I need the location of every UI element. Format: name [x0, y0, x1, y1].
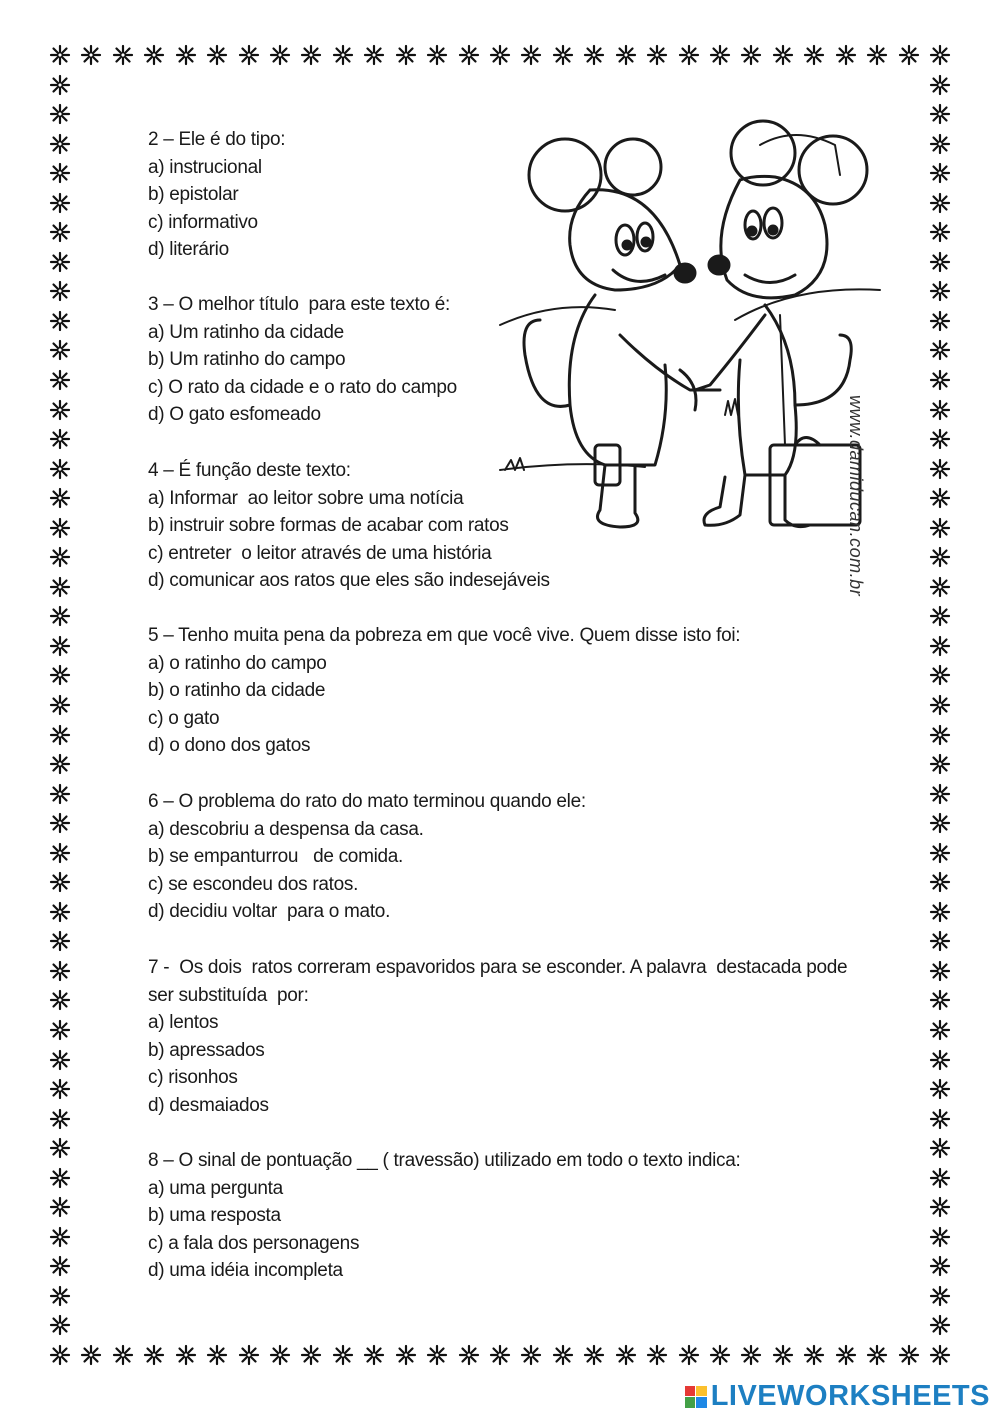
star-border-icon — [49, 783, 71, 805]
question-prompt: 4 – É função deste texto: — [148, 460, 351, 481]
question-5 — [148, 622, 740, 760]
star-border-icon — [238, 1344, 260, 1366]
star-border-icon — [49, 1196, 71, 1218]
star-border-icon — [49, 635, 71, 657]
star-border-icon — [929, 694, 951, 716]
star-border-icon — [929, 546, 951, 568]
star-border-icon — [929, 605, 951, 627]
question-prompt: 2 – Ele é do tipo: — [148, 129, 286, 150]
option-b[interactable]: b) o ratinho da cidade — [148, 680, 326, 702]
option-b[interactable]: b) epistolar — [148, 184, 239, 206]
option-d[interactable]: d) o dono dos gatos — [148, 735, 311, 757]
star-border-icon — [49, 192, 71, 214]
star-border-icon — [929, 930, 951, 952]
star-border-icon — [269, 1344, 291, 1366]
star-border-icon — [49, 930, 71, 952]
star-border-icon — [929, 960, 951, 982]
star-border-icon — [929, 664, 951, 686]
star-border-icon — [803, 44, 825, 66]
star-border-icon — [332, 1344, 354, 1366]
liveworksheets-badge-icon — [685, 1386, 707, 1408]
star-border-icon — [49, 1108, 71, 1130]
star-border-icon — [112, 44, 134, 66]
star-border-icon — [49, 339, 71, 361]
star-border-icon — [520, 44, 542, 66]
option-c[interactable]: c) a fala dos personagens — [148, 1232, 360, 1254]
option-c[interactable]: c) risonhos — [148, 1067, 238, 1089]
option-d[interactable]: d) decidiu voltar para o mato. — [148, 901, 391, 923]
star-border-icon — [898, 1344, 920, 1366]
star-border-icon — [300, 44, 322, 66]
star-border-icon — [929, 842, 951, 864]
star-border-icon — [395, 1344, 417, 1366]
star-border-icon — [929, 1226, 951, 1248]
star-border-icon — [615, 1344, 637, 1366]
question-prompt: 6 – O problema do rato do mato terminou quando ele: — [148, 791, 586, 812]
star-border-icon — [929, 44, 951, 66]
star-border-icon — [49, 310, 71, 332]
star-border-icon — [929, 339, 951, 361]
question-prompt: 7 - Os dois ratos correram espavoridos para se esconder. A palavra destacada pode — [148, 957, 848, 978]
star-border-icon — [238, 44, 260, 66]
star-border-icon — [929, 901, 951, 923]
star-border-icon — [49, 812, 71, 834]
star-border-icon — [866, 44, 888, 66]
star-border-icon — [49, 162, 71, 184]
question-3 — [148, 291, 457, 429]
star-border-icon — [898, 44, 920, 66]
star-border-icon — [143, 44, 165, 66]
star-border-icon — [49, 605, 71, 627]
liveworksheets-logo[interactable] — [685, 1380, 990, 1413]
star-border-icon — [332, 44, 354, 66]
star-border-icon — [929, 1078, 951, 1100]
star-border-icon — [112, 1344, 134, 1366]
question-prompt: 5 – Tenho muita pena da pobreza em que você vive. Quem disse isto foi: — [148, 625, 741, 646]
question-prompt: 3 – O melhor título para este texto é: — [148, 294, 450, 315]
star-border-icon — [49, 842, 71, 864]
star-border-icon — [929, 310, 951, 332]
star-border-icon — [175, 44, 197, 66]
star-border-icon — [929, 1196, 951, 1218]
star-border-icon — [206, 44, 228, 66]
star-border-icon — [49, 724, 71, 746]
star-border-icon — [929, 399, 951, 421]
question-8 — [148, 1147, 741, 1285]
star-border-icon — [49, 1078, 71, 1100]
star-border-icon — [929, 1344, 951, 1366]
star-border-icon — [49, 517, 71, 539]
star-border-icon — [772, 44, 794, 66]
star-border-icon — [80, 44, 102, 66]
option-c[interactable]: c) O rato da cidade e o rato do campo — [148, 376, 457, 398]
star-border-icon — [929, 103, 951, 125]
star-border-icon — [929, 192, 951, 214]
star-border-icon — [49, 1344, 71, 1366]
option-a[interactable]: a) lentos — [148, 1012, 219, 1034]
star-border-icon — [929, 1167, 951, 1189]
star-border-icon — [426, 44, 448, 66]
star-border-icon — [395, 44, 417, 66]
star-border-icon — [458, 44, 480, 66]
option-d[interactable]: d) literário — [148, 239, 229, 261]
option-a[interactable]: a) Informar ao leitor sobre uma notícia — [148, 487, 464, 509]
option-c[interactable]: c) o gato — [148, 707, 220, 729]
star-border-icon — [49, 989, 71, 1011]
star-border-icon — [269, 44, 291, 66]
option-a[interactable]: a) o ratinho do campo — [148, 652, 327, 674]
question-7 — [148, 954, 847, 1120]
option-b[interactable]: b) instruir sobre formas de acabar com ratos — [148, 515, 509, 537]
star-border-icon — [803, 1344, 825, 1366]
star-border-icon — [49, 74, 71, 96]
option-a[interactable]: a) instrucional — [148, 156, 262, 178]
star-border-icon — [646, 1344, 668, 1366]
star-border-icon — [206, 1344, 228, 1366]
star-border-icon — [489, 1344, 511, 1366]
star-border-icon — [678, 44, 700, 66]
star-border-icon — [583, 1344, 605, 1366]
star-border-icon — [49, 1019, 71, 1041]
question-prompt-continued: ser substituída por: — [148, 984, 309, 1006]
star-border-icon — [929, 989, 951, 1011]
question-6 — [148, 788, 586, 926]
option-b[interactable]: b) apressados — [148, 1039, 265, 1061]
option-c[interactable]: c) informativo — [148, 211, 258, 233]
star-border-icon — [49, 753, 71, 775]
star-border-icon — [363, 44, 385, 66]
two-mice-handshake-illustration — [495, 115, 890, 555]
star-border-icon — [49, 1137, 71, 1159]
star-border-icon — [929, 487, 951, 509]
star-border-icon — [49, 694, 71, 716]
star-border-icon — [49, 1049, 71, 1071]
option-a[interactable]: a) Um ratinho da cidade — [148, 321, 344, 343]
star-border-icon — [740, 44, 762, 66]
option-a[interactable]: a) descobriu a despensa da casa. — [148, 818, 424, 840]
star-border-icon — [552, 44, 574, 66]
star-border-icon — [49, 221, 71, 243]
star-border-icon — [615, 44, 637, 66]
option-b[interactable]: b) Um ratinho do campo — [148, 349, 346, 371]
star-border-icon — [772, 1344, 794, 1366]
star-border-icon — [929, 74, 951, 96]
star-border-icon — [929, 162, 951, 184]
option-a[interactable]: a) uma pergunta — [148, 1177, 283, 1199]
star-border-icon — [929, 369, 951, 391]
star-border-icon — [929, 458, 951, 480]
star-border-icon — [363, 1344, 385, 1366]
star-border-icon — [709, 44, 731, 66]
star-border-icon — [426, 1344, 448, 1366]
star-border-icon — [300, 1344, 322, 1366]
star-border-icon — [80, 1344, 102, 1366]
star-border-icon — [49, 871, 71, 893]
star-border-icon — [49, 399, 71, 421]
star-border-icon — [678, 1344, 700, 1366]
star-border-icon — [929, 635, 951, 657]
star-border-icon — [49, 1285, 71, 1307]
star-border-icon — [49, 576, 71, 598]
star-border-icon — [929, 753, 951, 775]
star-border-icon — [929, 1049, 951, 1071]
star-border-icon — [929, 133, 951, 155]
star-border-icon — [929, 517, 951, 539]
star-border-icon — [929, 1285, 951, 1307]
star-border-icon — [49, 428, 71, 450]
star-border-icon — [175, 1344, 197, 1366]
liveworksheets-brand-text: LIVEWORKSHEETS — [710, 1380, 990, 1412]
star-border-icon — [929, 871, 951, 893]
star-border-icon — [646, 44, 668, 66]
option-d[interactable]: d) uma idéia incompleta — [148, 1260, 343, 1282]
question-2 — [148, 126, 285, 264]
option-c[interactable]: c) se escondeu dos ratos. — [148, 873, 359, 895]
question-prompt: 8 – O sinal de pontuação __ ( travessão) utilizado em todo o texto indica: — [148, 1150, 741, 1171]
star-border-icon — [49, 369, 71, 391]
option-b[interactable]: b) uma resposta — [148, 1205, 281, 1227]
star-border-icon — [929, 1137, 951, 1159]
star-border-icon — [49, 1226, 71, 1248]
illustration-watermark: www.damiducan.com.br — [846, 395, 866, 597]
star-border-icon — [49, 546, 71, 568]
star-border-icon — [49, 1314, 71, 1336]
star-border-icon — [929, 280, 951, 302]
star-border-icon — [929, 221, 951, 243]
star-border-icon — [929, 428, 951, 450]
star-border-icon — [143, 1344, 165, 1366]
star-border-icon — [583, 44, 605, 66]
star-border-icon — [49, 664, 71, 686]
star-border-icon — [49, 280, 71, 302]
question-4 — [148, 457, 550, 595]
star-border-icon — [49, 1255, 71, 1277]
star-border-icon — [929, 812, 951, 834]
star-border-icon — [866, 1344, 888, 1366]
star-border-icon — [49, 487, 71, 509]
star-border-icon — [49, 44, 71, 66]
star-border-icon — [458, 1344, 480, 1366]
star-border-icon — [929, 1255, 951, 1277]
star-border-icon — [49, 901, 71, 923]
star-border-icon — [929, 783, 951, 805]
star-border-icon — [49, 960, 71, 982]
star-border-icon — [49, 251, 71, 273]
star-border-icon — [49, 133, 71, 155]
star-border-icon — [49, 103, 71, 125]
star-border-icon — [929, 1108, 951, 1130]
option-b[interactable]: b) se empanturrou de comida. — [148, 846, 404, 868]
option-d[interactable]: d) desmaiados — [148, 1094, 269, 1116]
star-border-icon — [929, 1314, 951, 1336]
star-border-icon — [552, 1344, 574, 1366]
star-border-icon — [489, 44, 511, 66]
star-border-icon — [49, 1167, 71, 1189]
star-border-icon — [929, 576, 951, 598]
star-border-icon — [520, 1344, 542, 1366]
star-border-icon — [835, 44, 857, 66]
star-border-icon — [929, 724, 951, 746]
star-border-icon — [709, 1344, 731, 1366]
option-c[interactable]: c) entreter o leitor através de uma história — [148, 542, 492, 564]
star-border-icon — [929, 1019, 951, 1041]
star-border-icon — [929, 251, 951, 273]
option-d[interactable]: d) O gato esfomeado — [148, 404, 321, 426]
option-d[interactable]: d) comunicar aos ratos que eles são indesejáveis — [148, 570, 550, 592]
star-border-icon — [740, 1344, 762, 1366]
star-border-icon — [49, 458, 71, 480]
star-border-icon — [835, 1344, 857, 1366]
